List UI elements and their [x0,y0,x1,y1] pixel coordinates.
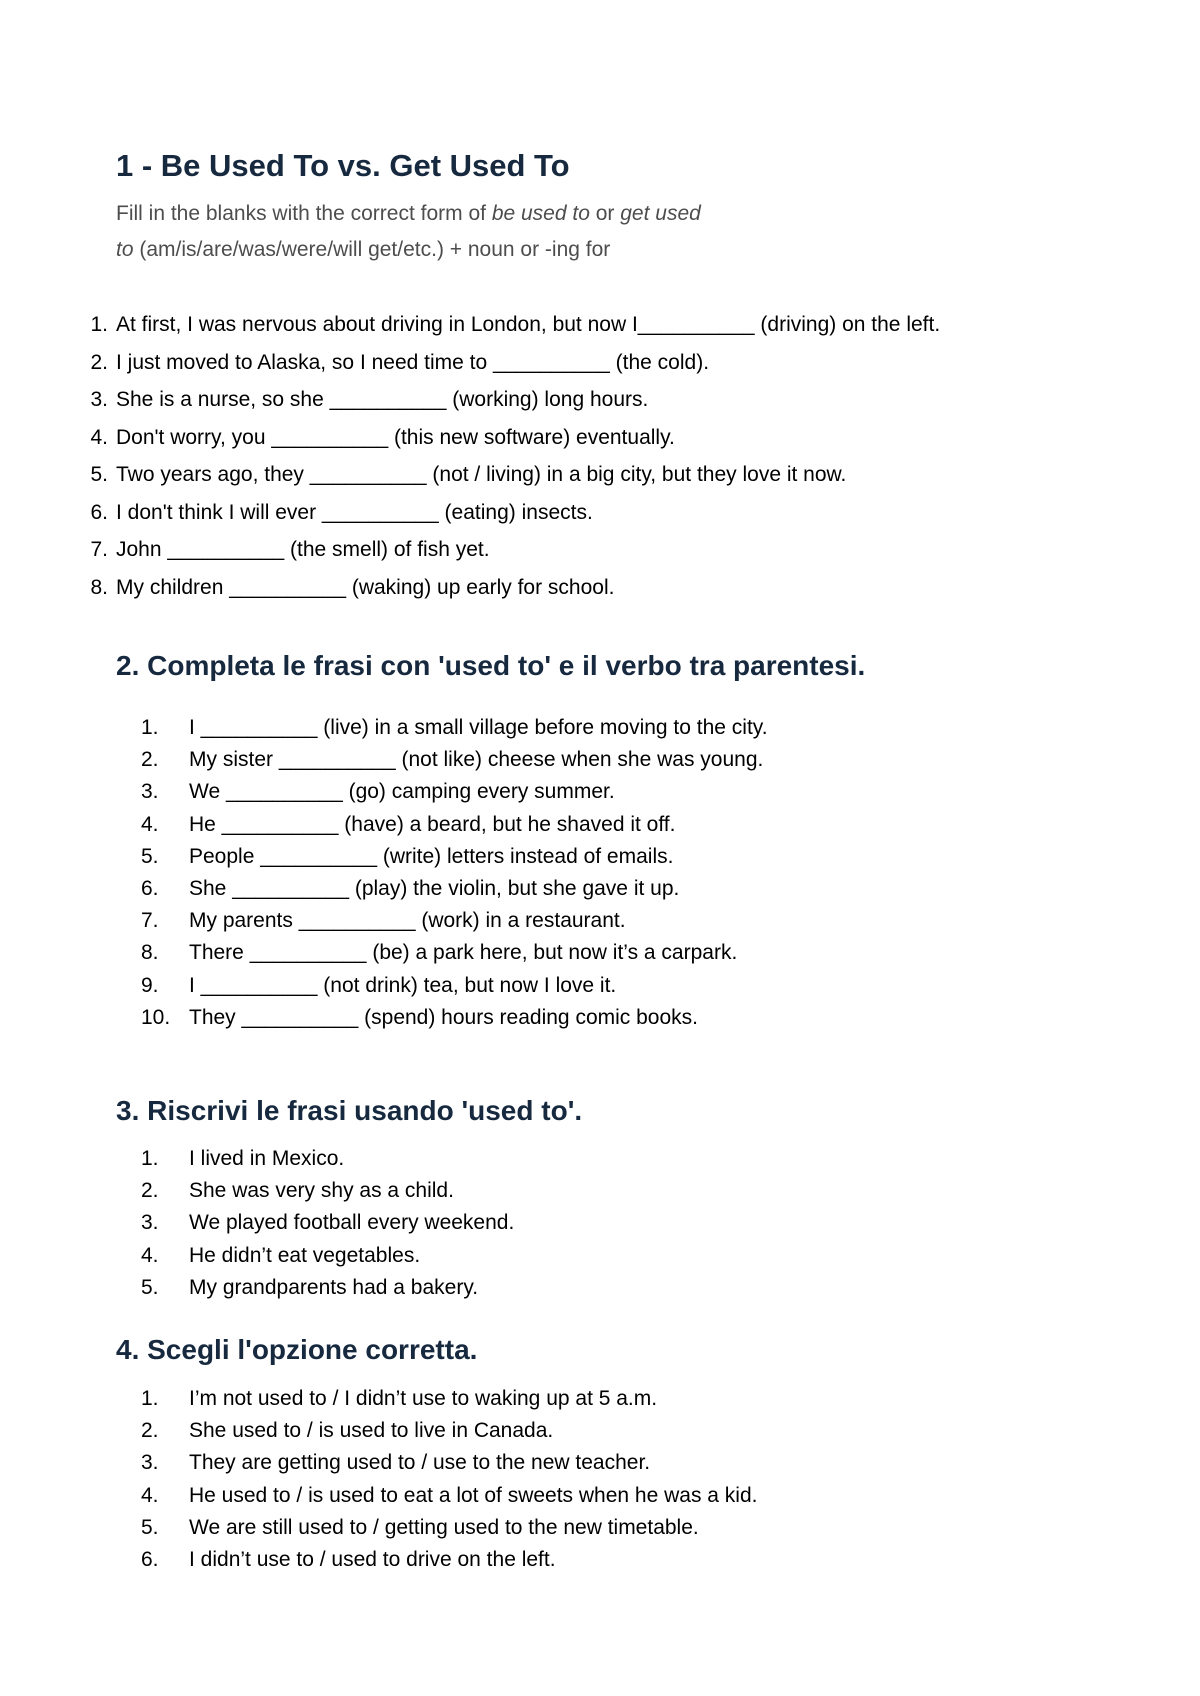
list-item [141,905,768,937]
item-number: 2. [141,1179,159,1203]
item-text: John __________ (the smell) of fish yet. [116,538,490,561]
list-item [141,1143,514,1175]
list-item [90,456,940,494]
item-text: He used to / is used to eat a lot of sweets when he was a kid. [189,1483,758,1507]
list-item [141,841,768,873]
item-number: 2. [141,748,159,772]
list-item [141,970,768,1002]
item-number: 1. [141,1147,159,1170]
section1-title: 1 - Be Used To vs. Get Used To [116,148,570,183]
list-item [90,419,940,457]
item-text: He didn’t eat vegetables. [189,1243,421,1267]
item-number: 6. [90,500,108,524]
list-item [141,1175,514,1207]
section4-exercise-list [141,1383,758,1576]
item-text: We are still used to / getting used to the new timetable. [189,1515,699,1539]
item-number: 4. [141,812,159,836]
list-item [141,1512,758,1544]
list-item [141,1383,758,1415]
list-item [141,1480,758,1512]
instructions-text: (am/is/are/was/were/will get/etc.) + noun or -ing for [133,238,611,261]
item-text: I lived in Mexico. [189,1147,345,1170]
item-number: 8. [141,941,159,965]
item-number: 7. [141,909,159,933]
instructions-line-2 [116,232,836,268]
list-item [141,1240,514,1272]
list-item [141,873,768,905]
list-item [141,1544,758,1576]
item-number: 9. [141,973,159,997]
item-number: 7. [90,538,108,561]
instructions-text: Fill in the blanks with the correct form of [116,202,492,225]
item-text: I don't think I will ever __________ (eating) insects. [116,500,593,524]
list-item [141,744,768,776]
item-number: 6. [141,1547,159,1571]
item-text: She __________ (play) the violin, but she gave it up. [189,876,680,900]
item-number: 10. [141,1005,171,1029]
item-number: 5. [90,463,108,486]
item-text: I’m not used to / I didn’t use to waking up at 5 a.m. [189,1387,658,1410]
item-number: 3. [141,1211,159,1235]
item-text: They are getting used to / use to the new teacher. [189,1451,651,1475]
item-number: 4. [141,1243,159,1267]
section3-title: 3. Riscrivi le frasi usando 'used to'. [116,1095,583,1126]
item-number: 4. [90,425,108,449]
list-item [90,494,940,532]
item-text: I __________ (live) in a small village before moving to the city. [189,716,768,739]
section1-instructions [116,196,836,268]
item-number: 4. [141,1483,159,1507]
instructions-line-1 [116,196,836,232]
item-text: Don't worry, you __________ (this new software) eventually. [116,425,675,449]
item-number: 6. [141,876,159,900]
item-text: At first, I was nervous about driving in London, but now I__________ (driving) on the left. [116,313,941,336]
instructions-text: or [589,202,621,225]
list-item [141,1272,514,1304]
instructions-emphasis: get used [620,202,701,225]
list-item [90,381,940,419]
item-number: 8. [90,575,108,599]
list-item [90,344,940,382]
list-item [141,1415,758,1447]
list-item [141,1002,768,1034]
item-text: He __________ (have) a beard, but he shaved it off. [189,812,676,836]
item-text: People __________ (write) letters instead of emails. [189,844,674,868]
item-text: We played football every weekend. [189,1211,515,1235]
item-text: There __________ (be) a park here, but now it’s a carpark. [189,941,738,965]
list-item [141,1447,758,1479]
item-number: 1. [141,1387,159,1410]
list-item [141,809,768,841]
section3-exercise-list [141,1143,515,1304]
list-item [90,531,940,569]
item-text: We __________ (go) camping every summer. [189,780,615,804]
item-number: 5. [141,1275,159,1299]
instructions-emphasis: to [116,238,134,261]
item-text: My sister __________ (not like) cheese when she was young. [189,748,764,772]
item-text: My parents __________ (work) in a restaurant. [189,909,626,933]
item-number: 2. [90,350,108,374]
section2-exercise-list [141,712,768,1034]
list-item [141,712,768,744]
item-number: 3. [90,388,108,411]
item-number: 5. [141,1515,159,1539]
item-number: 1. [141,716,159,739]
item-text: I didn’t use to / used to drive on the left. [189,1547,556,1571]
item-text: They __________ (spend) hours reading comic books. [189,1005,698,1029]
item-text: My children __________ (waking) up early for school. [116,575,615,599]
list-item [141,1207,515,1239]
item-text: She used to / is used to live in Canada. [189,1419,554,1443]
item-text: She was very shy as a child. [189,1179,454,1203]
list-item [90,306,941,344]
section1-exercise-list [90,306,941,606]
list-item [141,776,768,808]
section2-title: 2. Completa le frasi con 'used to' e il verbo tra parentesi. [116,650,866,681]
section4-title: 4. Scegli l'opzione corretta. [116,1334,478,1365]
instructions-emphasis: be used to [491,202,590,225]
item-number: 3. [141,1451,159,1475]
item-text: She is a nurse, so she __________ (working) long hours. [116,388,649,411]
item-text: I just moved to Alaska, so I need time to __________ (the cold). [116,350,710,374]
item-text: Two years ago, they __________ (not / living) in a big city, but they love it now. [116,463,847,486]
item-number: 3. [141,780,159,804]
item-text: My grandparents had a bakery. [189,1275,479,1299]
item-number: 2. [141,1419,159,1443]
item-number: 1. [90,313,108,336]
list-item [141,937,768,969]
list-item [90,569,940,607]
item-number: 5. [141,844,159,868]
item-text: I __________ (not drink) tea, but now I love it. [189,973,617,997]
